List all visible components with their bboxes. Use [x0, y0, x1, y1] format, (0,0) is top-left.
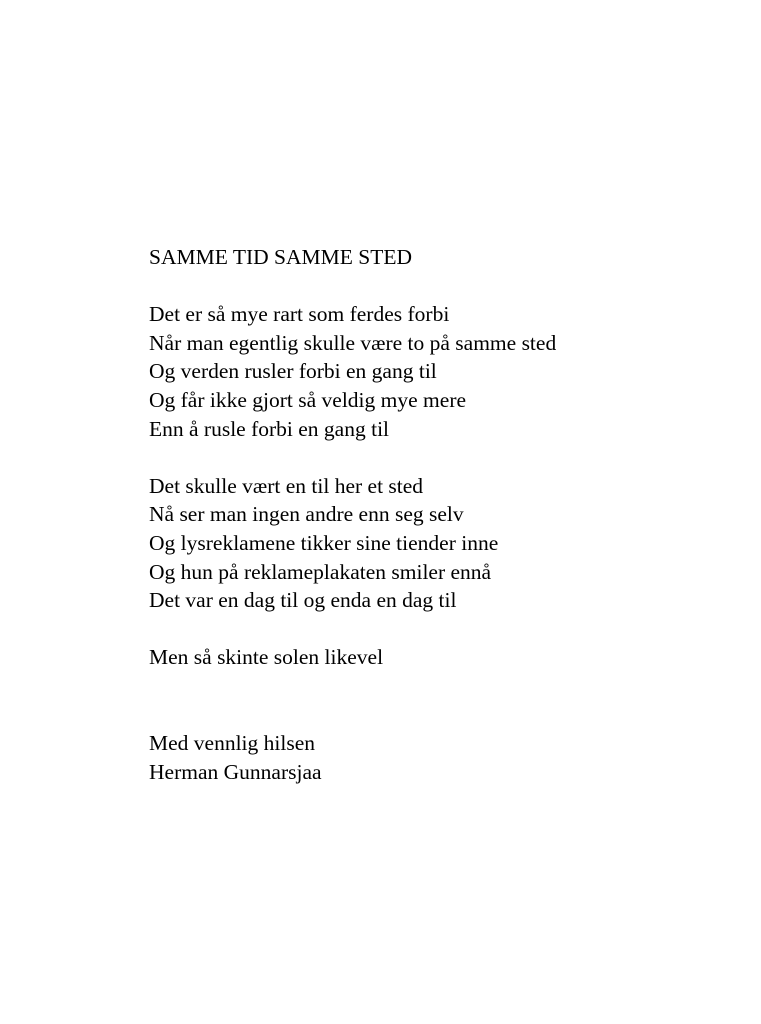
poem-line: Og får ikke gjort så veldig mye mere	[149, 387, 467, 412]
blank-line	[149, 615, 729, 644]
stanza-3	[149, 643, 729, 672]
signature-block	[149, 729, 729, 786]
poem-title: SAMME TID SAMME STED	[149, 245, 413, 269]
poem-line: Enn å rusle forbi en gang til	[149, 416, 390, 441]
blank-lines	[149, 672, 729, 729]
poem-line: Det skulle vært en til her et sted	[149, 473, 424, 498]
poem-line: Det er så mye rart som ferdes forbi	[149, 302, 450, 327]
poem-line: Det var en dag til og enda en dag til	[149, 588, 457, 613]
author-name: Herman Gunnarsjaa	[149, 759, 322, 784]
blank-line	[149, 272, 729, 301]
poem-line: Men så skinte solen likevel	[149, 645, 384, 670]
poem-line: Nå ser man ingen andre enn seg selv	[149, 502, 464, 527]
closing-text: Med vennlig hilsen	[149, 731, 316, 756]
blank-line	[149, 443, 729, 472]
poem-line: Og lysreklamene tikker sine tiender inne	[149, 530, 499, 555]
poem-line: Og hun på reklameplakaten smiler ennå	[149, 559, 492, 584]
document-page	[149, 243, 729, 786]
stanza-2	[149, 472, 729, 615]
stanza-1	[149, 300, 729, 443]
poem-line: Når man egentlig skulle være to på samme sted	[149, 330, 557, 355]
poem-line: Og verden rusler forbi en gang til	[149, 359, 437, 384]
